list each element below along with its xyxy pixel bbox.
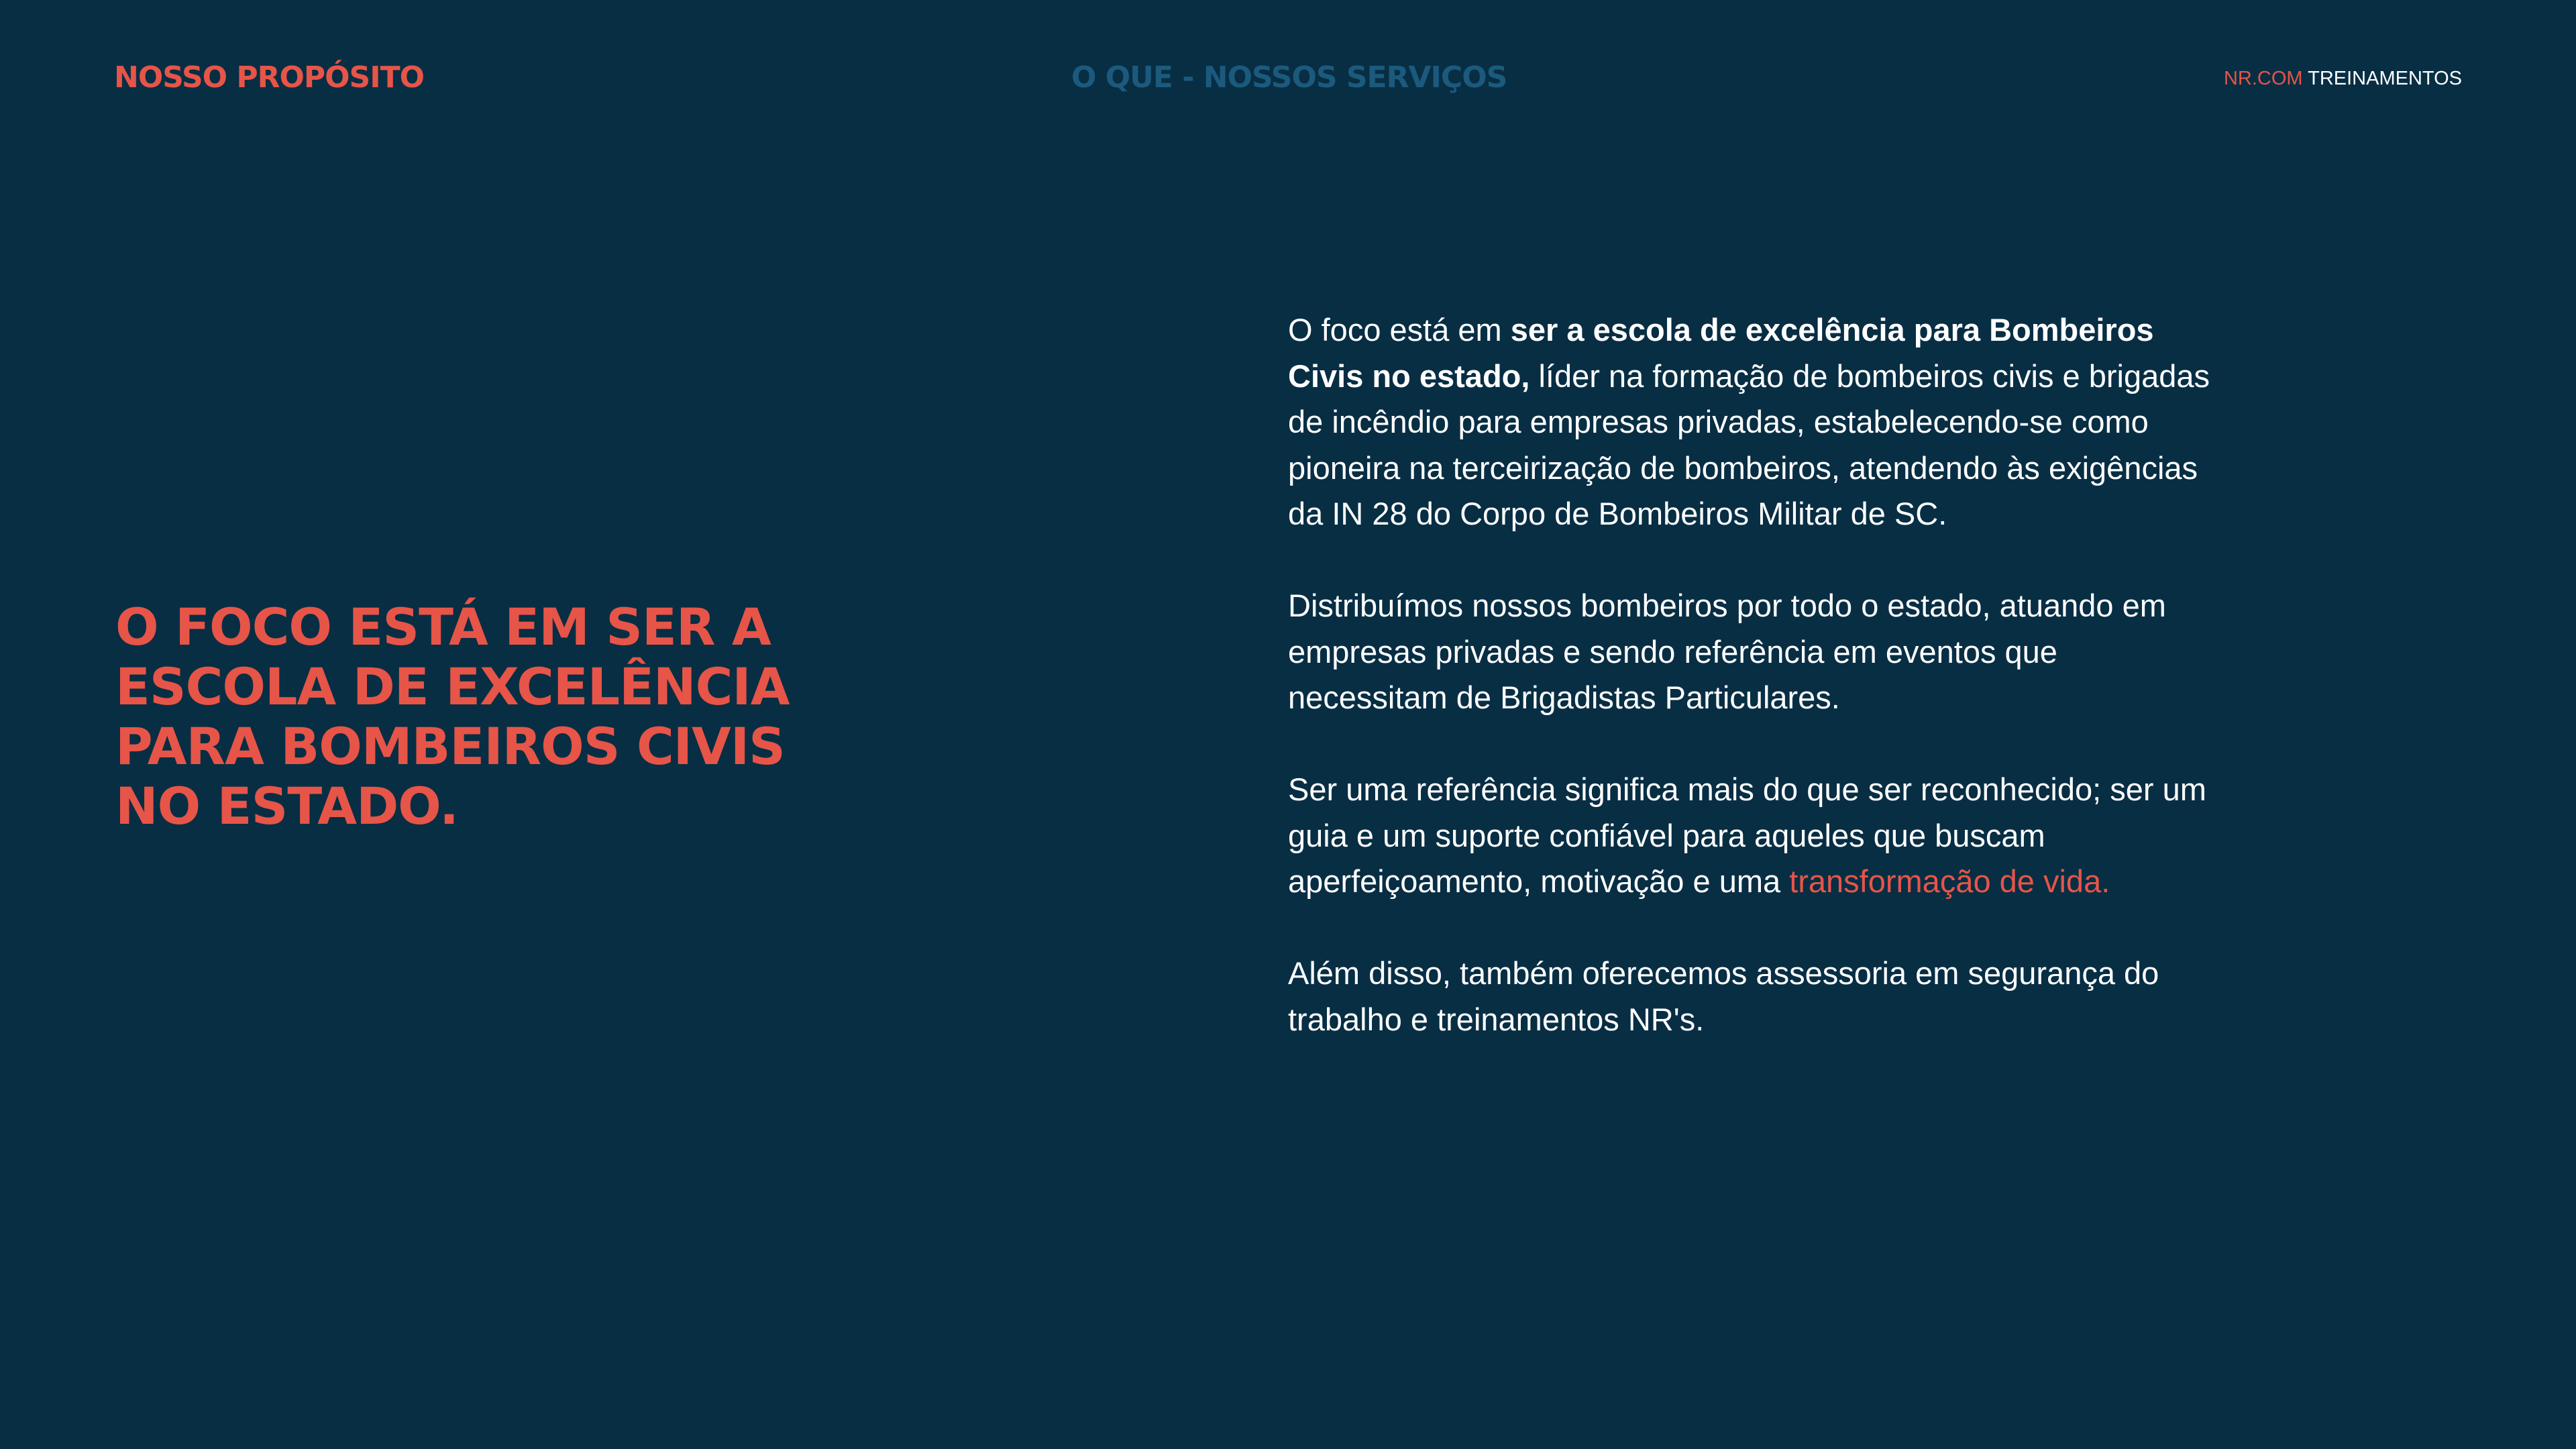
paragraph-services: Além disso, também oferecemos assessoria em segurança do trabalho e treinamentos NR's.: [1288, 955, 2159, 1037]
paragraph-intro: [1288, 307, 2214, 537]
paragraph-reference-text: Ser uma referência significa mais do que ser reconhecido; ser um guia e um suporte confiável para aqueles que buscam aperfeiçoamento, motivação e uma: [1288, 771, 2206, 899]
nav-link-nossos-servicos[interactable]: O QUE - NOSSOS SERVIÇOS: [1071, 60, 1507, 95]
brand-logo-text: TREINAMENTOS: [2302, 68, 2462, 89]
nav-link-nosso-proposito[interactable]: NOSSO PROPÓSITO: [114, 60, 425, 95]
brand-logo-accent: NR.COM: [2223, 68, 2303, 89]
page-headline: O FOCO ESTÁ EM SER A ESCOLA DE EXCELÊNCIA PARA BOMBEIROS CIVIS NO ESTADO.: [115, 597, 790, 836]
brand-logo: [2224, 67, 2462, 90]
paragraph-distribution: Distribuímos nossos bombeiros por todo o estado, atuando em empresas privadas e sendo referência em eventos que necessitam de Brigadistas Particulares.: [1288, 588, 2166, 715]
paragraph-intro-highlight: ser a escola de excelência para Bombeiros Civis no estado,: [1288, 312, 2154, 394]
paragraph-reference-highlight: transformação de vida.: [1789, 863, 2110, 899]
paragraph-intro-start: O foco está em: [1288, 312, 1511, 347]
paragraph-reference: [1288, 767, 2214, 905]
paragraph-intro-rest: líder na formação de bombeiros civis e brigadas de incêndio para empresas privadas, estabelecendo-se como pioneira na terceirização de bombeiros, atendendo às exigências da IN 28 do Corpo de Bombeiros Militar de SC.: [1288, 358, 2210, 531]
main-body-text: [1288, 307, 2214, 1089]
